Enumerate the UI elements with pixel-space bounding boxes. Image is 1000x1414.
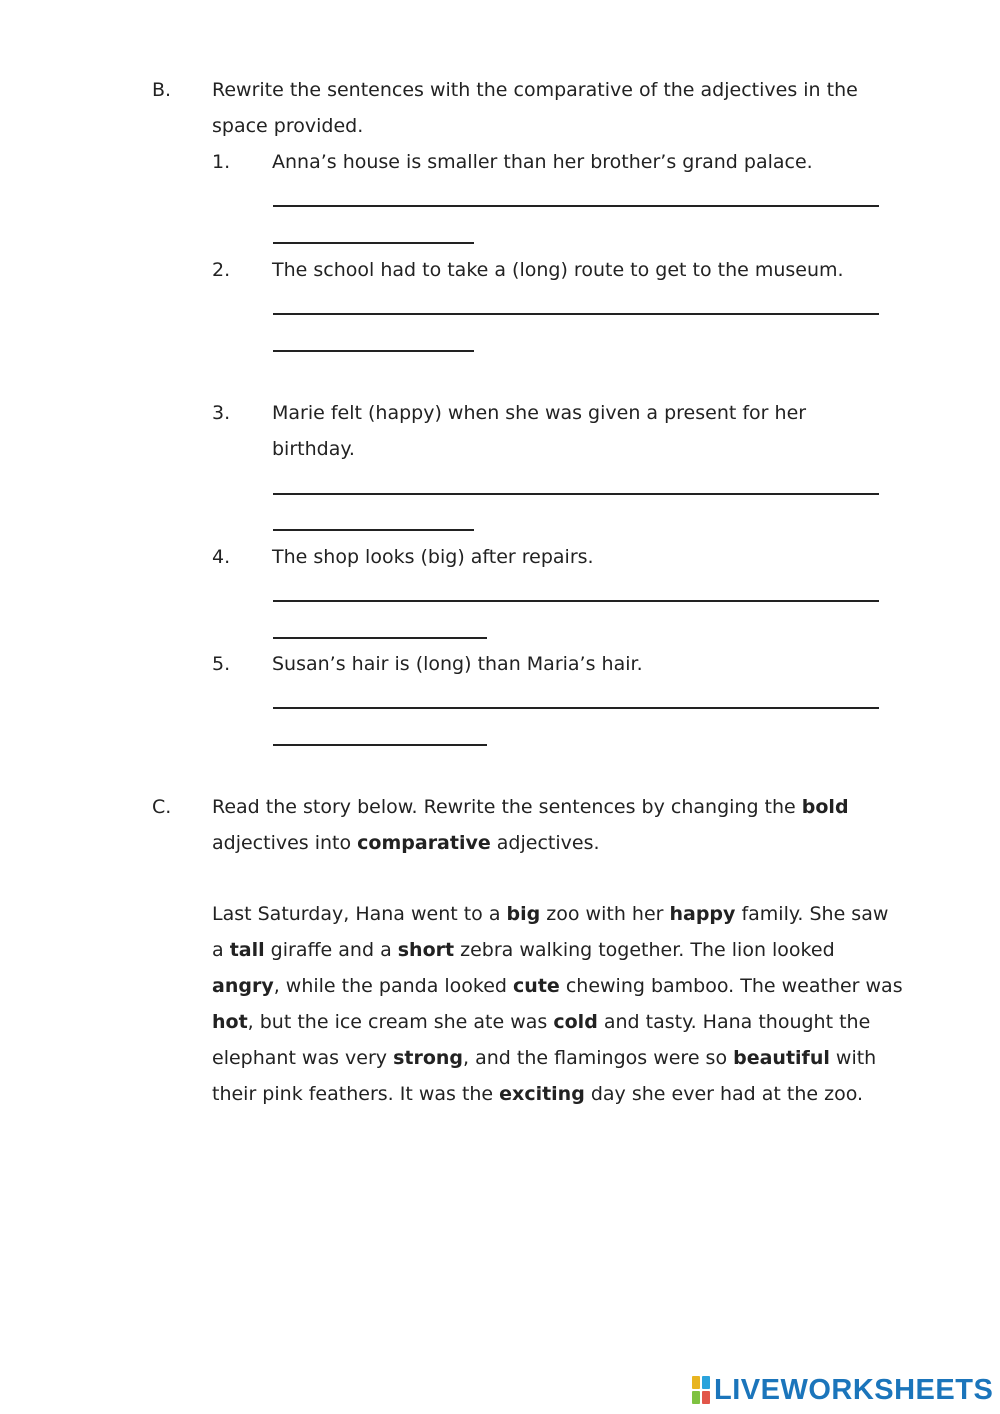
item-3-text: Marie felt (happy) when she was given a present for her bbox=[272, 402, 807, 424]
section-b-label: B. bbox=[152, 79, 172, 101]
logo-tile-icon bbox=[692, 1391, 700, 1404]
answer-line[interactable] bbox=[273, 529, 474, 531]
answer-line[interactable] bbox=[273, 637, 487, 639]
answer-line[interactable] bbox=[273, 242, 474, 244]
answer-line[interactable] bbox=[273, 493, 879, 495]
section-b-instruction-line2: space provided. bbox=[212, 115, 364, 137]
story-line: elephant was very strong, and the flamingos were so beautiful with bbox=[212, 1047, 877, 1069]
answer-line[interactable] bbox=[273, 205, 879, 207]
item-4-text: The shop looks (big) after repairs. bbox=[272, 546, 594, 568]
logo-tile-icon bbox=[692, 1376, 700, 1389]
liveworksheets-icon bbox=[692, 1376, 710, 1404]
item-2-number: 2. bbox=[212, 259, 231, 281]
logo-tile-icon bbox=[702, 1376, 710, 1389]
item-5-text: Susan’s hair is (long) than Maria’s hair. bbox=[272, 653, 643, 675]
item-2-text: The school had to take a (long) route to get to the museum. bbox=[272, 259, 844, 281]
story-line: angry, while the panda looked cute chewing bamboo. The weather was bbox=[212, 975, 903, 997]
answer-line[interactable] bbox=[273, 600, 879, 602]
item-3-text-line2: birthday. bbox=[272, 438, 355, 460]
logo-tile-icon bbox=[702, 1391, 710, 1404]
answer-line[interactable] bbox=[273, 707, 879, 709]
section-b-instruction-line1: Rewrite the sentences with the comparative of the adjectives in the bbox=[212, 79, 858, 101]
item-4-number: 4. bbox=[212, 546, 231, 568]
section-c-instruction-line2: adjectives into comparative adjectives. bbox=[212, 832, 600, 854]
story-line: a tall giraffe and a short zebra walking together. The lion looked bbox=[212, 939, 835, 961]
section-c-instruction-line1: Read the story below. Rewrite the sentences by changing the bold bbox=[212, 796, 849, 818]
item-3-number: 3. bbox=[212, 402, 231, 424]
item-1-number: 1. bbox=[212, 151, 231, 173]
story-line: their pink feathers. It was the exciting day she ever had at the zoo. bbox=[212, 1083, 864, 1105]
item-1-text: Anna’s house is smaller than her brother’s grand palace. bbox=[272, 151, 813, 173]
item-5-number: 5. bbox=[212, 653, 231, 675]
answer-line[interactable] bbox=[273, 744, 487, 746]
logo-text: LIVEWORKSHEETS bbox=[714, 1373, 994, 1406]
answer-line[interactable] bbox=[273, 313, 879, 315]
story-line: Last Saturday, Hana went to a big zoo with her happy family. She saw bbox=[212, 903, 889, 925]
section-c-label: C. bbox=[152, 796, 172, 818]
liveworksheets-logo bbox=[692, 1374, 993, 1406]
answer-line[interactable] bbox=[273, 350, 474, 352]
story-line: hot, but the ice cream she ate was cold and tasty. Hana thought the bbox=[212, 1011, 871, 1033]
